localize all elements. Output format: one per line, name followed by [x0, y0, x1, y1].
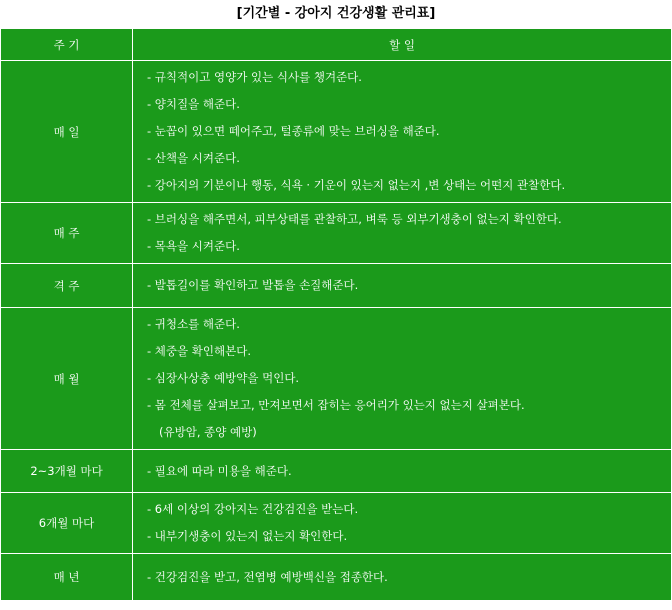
- period-cell: 격 주: [1, 264, 133, 308]
- tasks-cell: [133, 450, 672, 493]
- task-item: - 몸 전체를 살펴보고, 만져보면서 잡히는 응어리가 있는지 없는지 살펴본다.: [147, 398, 525, 412]
- task-item: - 6세 이상의 강아지는 건강검진을 받는다.: [147, 502, 359, 516]
- task-item: - 발톱길이를 확인하고 발톱을 손질해준다.: [147, 278, 359, 292]
- page-title: [기간별 - 강아지 건강생활 관리표]: [236, 6, 436, 21]
- task-item: - 건강검진을 받고, 전염병 예방백신을 접종한다.: [147, 569, 388, 584]
- table-row: [1, 61, 672, 203]
- table-row: [1, 203, 672, 264]
- care-schedule-table: [0, 28, 672, 601]
- task-item: - 브러싱을 해주면서, 피부상태를 관찰하고, 벼룩 등 외부기생충이 없는지 확인한다.: [147, 212, 562, 226]
- tasks-cell: [133, 61, 672, 203]
- table-row: [1, 264, 672, 308]
- table-header-row: [1, 29, 672, 61]
- task-item: - 산책을 시켜준다.: [147, 151, 240, 165]
- period-cell: 2~3개월 마다: [1, 450, 133, 493]
- tasks-cell: [133, 264, 672, 308]
- task-item: - 눈꼽이 있으면 떼어주고, 털종류에 맞는 브러싱을 해준다.: [147, 124, 440, 138]
- task-item: - 강아지의 기분이나 행동, 식욕 · 기운이 있는지 없는지 ,변 상태는 어떤지 관찰한다.: [147, 178, 566, 192]
- tasks-cell: [133, 203, 672, 264]
- period-column-header: 주 기: [1, 29, 133, 61]
- task-item: - 귀청소를 해준다.: [147, 317, 240, 331]
- period-cell: 매 월: [1, 308, 133, 450]
- table-row: [1, 554, 672, 601]
- tasks-cell: [133, 308, 672, 450]
- table-row: [1, 493, 672, 554]
- task-item: - 양치질을 해준다.: [147, 97, 240, 111]
- task-item: - 필요에 따라 미용을 해준다.: [147, 463, 292, 478]
- task-item: - 심장사상충 예방약을 먹인다.: [147, 371, 300, 385]
- period-cell: 매 년: [1, 554, 133, 601]
- tasks-cell: [133, 554, 672, 601]
- tasks-cell: [133, 493, 672, 554]
- period-cell: 매 주: [1, 203, 133, 264]
- table-row: [1, 450, 672, 493]
- period-cell: 6개월 마다: [1, 493, 133, 554]
- task-item: - 체중을 확인해본다.: [147, 344, 251, 358]
- task-item: - 내부기생충이 있는지 없는지 확인한다.: [147, 529, 348, 543]
- task-item: - 규칙적이고 영양가 있는 식사를 챙겨준다.: [147, 70, 362, 84]
- task-item: - 목욕을 시켜준다.: [147, 239, 240, 253]
- table-row: [1, 308, 672, 450]
- task-note: (유방암, 종양 예방): [159, 425, 257, 439]
- period-cell: 매 일: [1, 61, 133, 203]
- tasks-column-header: 할 일: [133, 29, 672, 61]
